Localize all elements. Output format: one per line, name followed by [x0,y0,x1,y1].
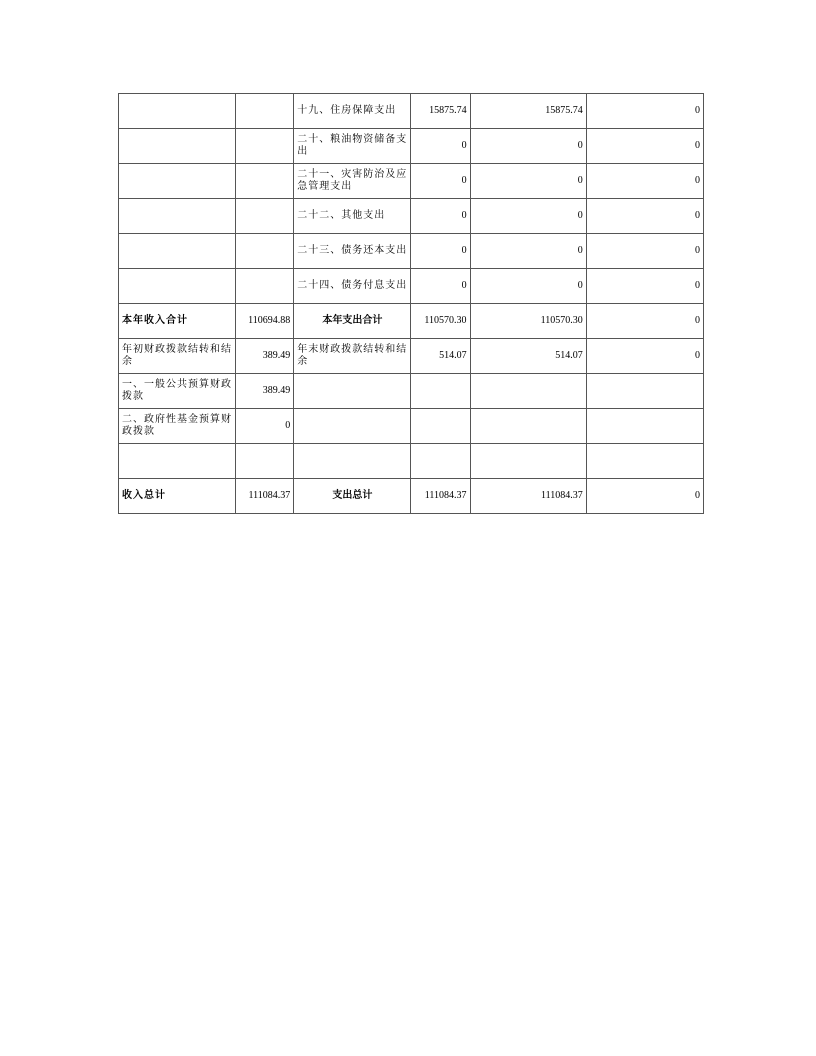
income-item [119,234,236,269]
income-amount [236,199,294,234]
table-row [119,94,704,129]
expense-item: 二十二、其他支出 [294,199,411,234]
expense-total: 111084.37 [411,479,470,514]
table-row-empty [119,444,704,479]
expense-general-budget: 0 [470,269,586,304]
expense-general-budget [470,409,586,444]
income-amount [236,444,294,479]
table-row-carryover [119,339,704,374]
table-row-grand-total [119,479,704,514]
expense-fund-budget: 0 [586,269,703,304]
expense-total: 514.07 [411,339,470,374]
expense-total: 110570.30 [411,304,470,339]
budget-table [118,93,704,514]
expense-fund-budget [586,409,703,444]
expense-total [411,374,470,409]
expense-total: 0 [411,164,470,199]
expense-fund-budget: 0 [586,129,703,164]
expense-general-budget: 0 [470,199,586,234]
table-row [119,269,704,304]
income-item [119,94,236,129]
income-item: 年初财政拨款结转和结余 [119,339,236,374]
table-row-annual-total [119,304,704,339]
expense-general-budget [470,444,586,479]
expense-grand-total-label: 支出总计 [294,479,411,514]
income-item: 一、一般公共预算财政拨款 [119,374,236,409]
expense-total: 15875.74 [411,94,470,129]
expense-total: 0 [411,234,470,269]
expense-item: 十九、住房保障支出 [294,94,411,129]
income-amount [236,234,294,269]
expense-total: 0 [411,199,470,234]
income-grand-total-label: 收入总计 [119,479,236,514]
income-amount [236,164,294,199]
income-amount: 389.49 [236,339,294,374]
expense-fund-budget: 0 [586,164,703,199]
expense-general-budget: 15875.74 [470,94,586,129]
expense-fund-budget: 0 [586,234,703,269]
income-grand-total-amount: 111084.37 [236,479,294,514]
expense-general-budget: 110570.30 [470,304,586,339]
table-row [119,164,704,199]
expense-total [411,409,470,444]
table-row [119,409,704,444]
income-item [119,129,236,164]
expense-item [294,409,411,444]
income-item [119,199,236,234]
expense-general-budget: 0 [470,129,586,164]
income-amount [236,94,294,129]
income-total-amount: 110694.88 [236,304,294,339]
income-amount [236,129,294,164]
income-item: 二、政府性基金预算财政拨款 [119,409,236,444]
expense-fund-budget: 0 [586,304,703,339]
expense-item: 二十四、债务付息支出 [294,269,411,304]
income-item [119,269,236,304]
expense-fund-budget: 0 [586,199,703,234]
income-amount: 389.49 [236,374,294,409]
expense-fund-budget: 0 [586,339,703,374]
table-row [119,199,704,234]
expense-general-budget: 0 [470,234,586,269]
expense-fund-budget [586,374,703,409]
expense-total: 0 [411,129,470,164]
expense-total: 0 [411,269,470,304]
expense-total-label: 本年支出合计 [294,304,411,339]
expense-total [411,444,470,479]
income-item [119,444,236,479]
table-row [119,234,704,269]
expense-fund-budget: 0 [586,94,703,129]
table-row [119,374,704,409]
expense-item: 年末财政拨款结转和结余 [294,339,411,374]
expense-general-budget: 514.07 [470,339,586,374]
expense-item [294,374,411,409]
income-total-label: 本年收入合计 [119,304,236,339]
expense-fund-budget: 0 [586,479,703,514]
expense-general-budget: 111084.37 [470,479,586,514]
expense-item [294,444,411,479]
income-amount: 0 [236,409,294,444]
expense-item: 二十一、灾害防治及应急管理支出 [294,164,411,199]
table-row [119,129,704,164]
expense-item: 二十三、债务还本支出 [294,234,411,269]
expense-general-budget: 0 [470,164,586,199]
expense-item: 二十、粮油物资储备支出 [294,129,411,164]
income-amount [236,269,294,304]
expense-general-budget [470,374,586,409]
expense-fund-budget [586,444,703,479]
income-item [119,164,236,199]
